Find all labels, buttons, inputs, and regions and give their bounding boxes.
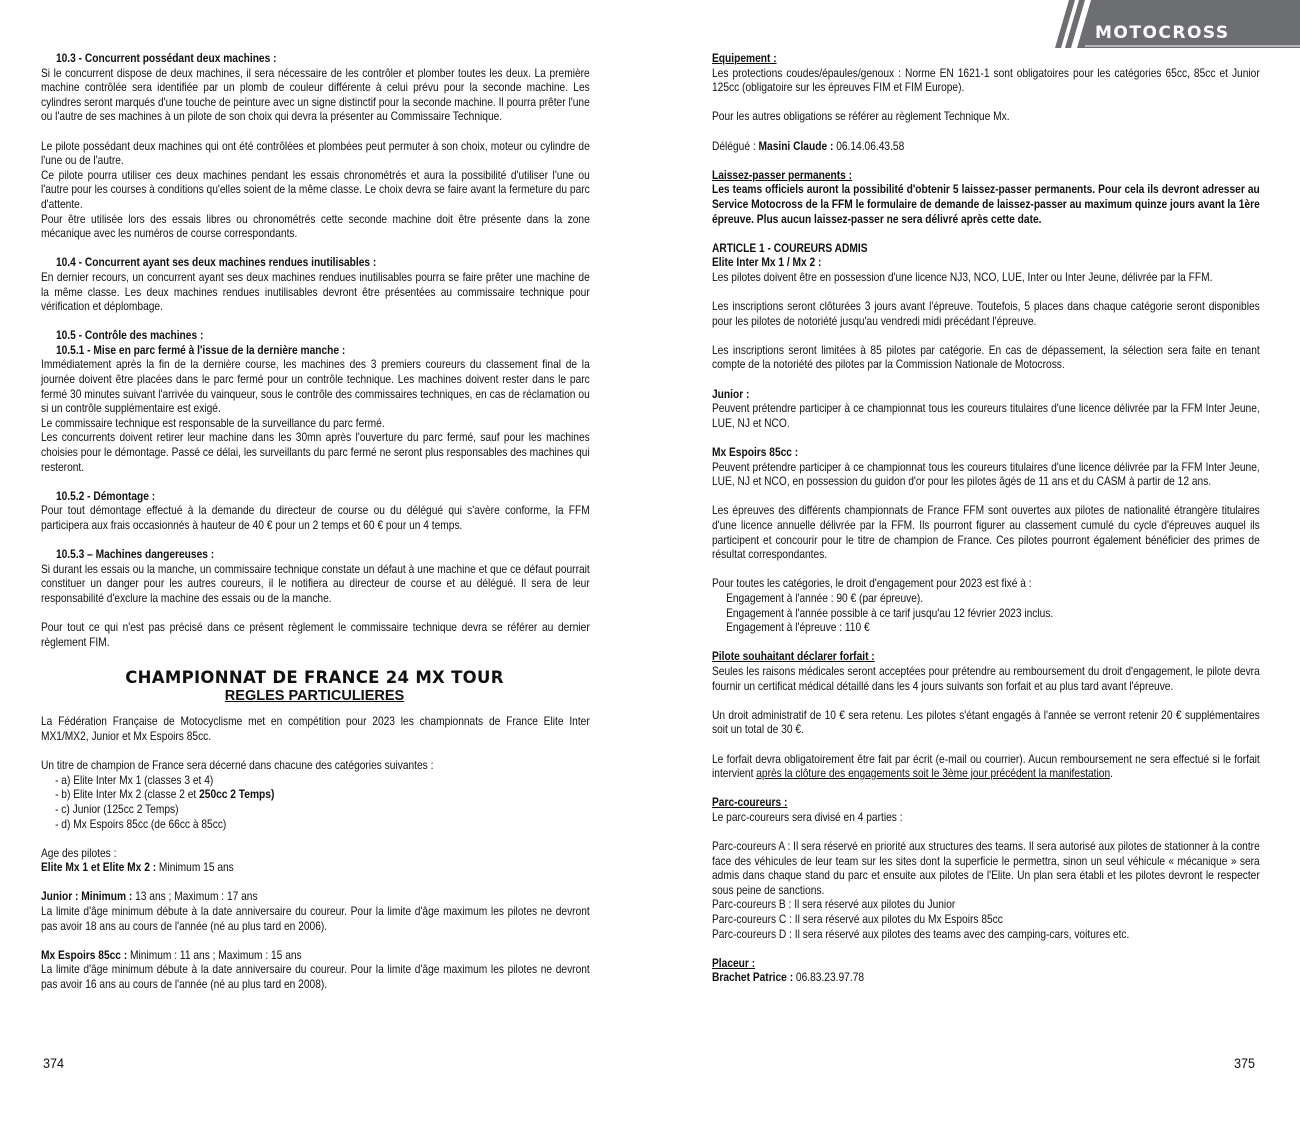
paragraph: La Fédération Française de Motocyclisme met en compétition pour 2023 les championnats de France Elite Inter MX1/MX2, Junior et Mx Espoirs 85cc.	[41, 715, 590, 743]
brand-text: MOTOCROSS	[1095, 23, 1230, 43]
paragraph: Pour tout démontage effectué à la demande du directeur de course ou du délégué qui s'avère conforme, la FFM participera aux frais occasionnés à hauteur de 40 € pour un 2 temps et 60 € pour un 4 temps.	[41, 504, 590, 532]
paragraph: Le forfait devra obligatoirement être fait par écrit (e-mail ou courrier). Aucun remboursement ne sera effectué si le forfait intervient après la clôture des engagements soit le 3ème jour précédent la manifestation.	[712, 752, 1260, 781]
section-title: Parc-coureurs :	[712, 796, 788, 810]
paragraph: Pour toutes les catégories, le droit d'engagement pour 2023 est fixé à :	[712, 577, 1032, 591]
section-title: Elite Inter Mx 1 / Mx 2 :	[712, 256, 822, 270]
paragraph: Brachet Patrice : 06.83.23.97.78	[712, 971, 865, 985]
section-title: Laissez-passer permanents :	[712, 168, 853, 182]
paragraph: Ce pilote pourra utiliser ces deux machines pendant les essais chronométrés et aura la possibilité d'utiliser l'une ou l'autre pour les courses à conditions qu'elles soient de la même classe. Le choix devra se faire avant la fermeture du parc d'attente.	[41, 168, 590, 211]
list-item: - c) Junior (125cc 2 Temps)	[55, 802, 179, 816]
paragraph: Seules les raisons médicales seront acceptées pour prétendre au remboursement du droit d'engagement, le pilote devra fournir un certificat médical détaillé dans les 4 jours suivants son forfait et au plus tard avant l'épreuve.	[712, 664, 1260, 693]
paragraph: Parc-coureurs D : Il sera réservé aux pilotes des teams avec des camping-cars, voitures etc.	[712, 927, 1130, 941]
right-page-text	[712, 52, 1260, 986]
paragraph: Mx Espoirs 85cc : Minimum : 11 ans ; Maximum : 15 ans	[41, 948, 302, 962]
paragraph: Le pilote possédant deux machines qui ont été contrôlées et plombées peut permuter à son choix, moteur ou cylindre de l'une ou de l'autre.	[41, 139, 590, 168]
section-title: Pilote souhaitant déclarer forfait :	[712, 650, 875, 664]
paragraph: Peuvent prétendre participer à ce championnat tous les coureurs titulaires d'une licence délivrée par la FFM Inter Jeune, LUE, NJ et NCO, en possession du guidon d'or pour les pilotes âgés de 11 ans et du CASM à partir de 12 ans.	[712, 460, 1260, 489]
paragraph: Pour les autres obligations se référer au règlement Technique Mx.	[712, 110, 1010, 124]
paragraph: La limite d'âge minimum débute à la date anniversaire du coureur. Pour la limite d'âge maximum les pilotes ne devront pas avoir 18 ans au cours de l'année (né au plus tard en 2006).	[41, 905, 590, 933]
paragraph: Le parc-coureurs sera divisé en 4 parties :	[712, 810, 903, 824]
paragraph: Parc-coureurs A : Il sera réservé en priorité aux structures des teams. Il sera autorisé aux pilotes de stationner à la contre face des véhicules de leur team sur les sites dont la superficie le permettra, sinon un seul véhicule « mécanique » sera admis dans chaque stand du parc et ensuite aux pilotes de l'Elite. Un plan sera établi et les pilotes devront le respecter sous peine de sanctions.	[712, 840, 1260, 897]
section-title: 10.4 - Concurrent ayant ses deux machines rendues inutilisables :	[55, 256, 377, 270]
section-title: Mx Espoirs 85cc :	[712, 446, 799, 460]
paragraph: Si durant les essais ou la manche, un commissaire technique constate un défaut à une machine et que ce défaut pourrait constituer un danger pour les autres coureurs, il le notifiera au directeur de course et au délégué. Il sera de leur responsabilité d'exclure la machine des essais ou de la manche.	[41, 562, 590, 605]
section-title: Equipement :	[712, 52, 777, 65]
list-item: Engagement à l'année : 90 € (par épreuve).	[726, 591, 924, 605]
paragraph: En dernier recours, un concurrent ayant ses deux machines rendues inutilisables pourra se faire prêter une machine de la même classe. Les deux machines rendues inutilisables devront être présentées au commissaire technique pour vérification et déplombage.	[41, 270, 590, 314]
championship-title: CHAMPIONNAT DE FRANCE 24 MX TOUR	[125, 668, 504, 688]
paragraph: Junior : Minimum : 13 ans ; Maximum : 17 ans	[41, 890, 258, 904]
paragraph: La limite d'âge minimum débute à la date anniversaire du coureur. Pour la limite d'âge maximum les pilotes ne devront pas avoir 16 ans au cours de l'année (né au plus tard en 2008).	[41, 963, 590, 992]
paragraph: Les épreuves des différents championnats de France FFM sont ouvertes aux pilotes de nationalité étrangère titulaires d'une licence annuelle délivrée par la FFM. Ils pourront figurer au classement cumulé du cycle d'épreuves auquel ils participent et concourir pour le titre de champion de France. Ces pilotes pourront également bénéficier des primes de résultat correspondantes.	[712, 504, 1260, 562]
list-item: - d) Mx Espoirs 85cc (de 66cc à 85cc)	[55, 817, 227, 831]
paragraph: Peuvent prétendre participer à ce championnat tous les coureurs titulaires d'une licence délivrée par la FFM Inter Jeune, LUE, NJ et NCO.	[712, 402, 1260, 430]
section-title: 10.3 - Concurrent possédant deux machines :	[55, 52, 277, 65]
paragraph: Les teams officiels auront la possibilité d'obtenir 5 laissez-passer permanents. Pour cela ils devront adresser au Service Motocross de la FFM le formulaire de demande de laissez-passer au maximum quinze jours avant la 1ère épreuve. Plus aucun laissez-passer ne sera délivré après cette date.	[712, 183, 1260, 226]
section-title: 10.5.2 - Démontage :	[55, 489, 156, 503]
championship-text	[41, 715, 590, 992]
paragraph: Les inscriptions seront limitées à 85 pilotes par catégorie. En cas de dépassement, la sélection sera faite en tenant compte de la notoriété des pilotes par la Commission Nationale de Motocross.	[712, 343, 1260, 372]
section-title: 10.5.3 – Machines dangereuses :	[55, 548, 215, 562]
section-title: Placeur :	[712, 956, 756, 970]
paragraph: Délégué : Masini Claude : 06.14.06.43.58	[712, 139, 905, 153]
paragraph: Pour tout ce qui n'est pas précisé dans ce présent règlement le commissaire technique devra se référer au dernier règlement FIM.	[41, 621, 590, 649]
paragraph: Pour être utilisée lors des essais libres ou chronométrés cette seconde machine doit être présente dans la zone mécanique avec les numéros de course correspondants.	[41, 212, 590, 241]
championship-subtitle: REGLES PARTICULIERES	[224, 688, 405, 705]
list-item: - b) Elite Inter Mx 2 (classe 2 et 250cc 2 Temps)	[55, 788, 275, 802]
list-item: - a) Elite Inter Mx 1 (classes 3 et 4)	[55, 773, 214, 787]
paragraph: Parc-coureurs B : Il sera réservé aux pilotes du Junior	[712, 898, 956, 912]
page-number-right: 375	[1234, 1055, 1256, 1071]
right-page	[712, 52, 1258, 1144]
paragraph: Si le concurrent dispose de deux machines, il sera nécessaire de les contrôler et plomber toutes les deux. La première machine contrôlée sera identifiée par un plomb de couleur différente à celui prévu pour la seconde machine. Les cylindres seront marqués d'une touche de peinture avec un signe distinctif pour la seconde machine. Il pourra prêter l'une ou l'autre de ses machines à un pilote de son choix qui devra la présenter au Commissaire Technique.	[41, 66, 590, 124]
paragraph: Les pilotes doivent être en possession d'une licence NJ3, NCO, LUE, Inter ou Inter Jeune, délivrée par la FFM.	[712, 270, 1213, 284]
list-item: Engagement à l'année possible à ce tarif jusqu'au 12 février 2023 inclus.	[726, 606, 1054, 620]
paragraph: Les protections coudes/épaules/genoux : Norme EN 1621-1 sont obligatoires pour les catégories 65cc, 85cc et Junior 125cc (obligatoire sur les épreuves FIM et FIM Europe).	[712, 66, 1260, 95]
article-title: ARTICLE 1 - COUREURS ADMIS	[712, 241, 868, 255]
section-title: 10.5 - Contrôle des machines :	[55, 329, 204, 343]
paragraph: Parc-coureurs C : Il sera réservé aux pilotes du Mx Espoirs 85cc	[712, 913, 1003, 927]
paragraph: Les concurrents doivent retirer leur machine dans les 30mn après l'ouverture du parc fermé, sauf pour les machines choisies pour le démontage. Passé ce délai, les surveillants du parc fermé ne seront plus responsables des machines qui resteront.	[41, 431, 590, 474]
left-page	[41, 52, 588, 1144]
paragraph: Le commissaire technique est responsable de la surveillance du parc fermé.	[41, 416, 385, 430]
motocross-banner	[1055, 0, 1300, 48]
left-page-text	[41, 52, 590, 650]
section-title: Junior :	[712, 387, 750, 401]
paragraph: Les inscriptions seront clôturées 3 jours avant l'épreuve. Toutefois, 5 places dans chaque catégorie seront disponibles pour les pilotes de notoriété jusqu'au vendredi midi précédant l'épreuve.	[712, 300, 1260, 328]
page-number-left: 374	[43, 1055, 65, 1071]
paragraph: Un titre de champion de France sera décerné dans chacune des catégories suivantes :	[41, 759, 434, 773]
paragraph: Age des pilotes :	[41, 846, 117, 860]
paragraph: Un droit administratif de 10 € sera retenu. Les pilotes s'étant engagés à l'année se verront retenir 20 € supplémentaires soit un total de 30 €.	[712, 708, 1260, 737]
paragraph: Elite Mx 1 et Elite Mx 2 : Minimum 15 ans	[41, 861, 234, 875]
section-title: 10.5.1 - Mise en parc fermé à l'issue de la dernière manche :	[55, 343, 346, 357]
paragraph: Immédiatement après la fin de la dernière course, les machines des 3 premiers coureurs du classement final de la journée doivent être placées dans le parc fermé pour un contrôle technique. Les machines doivent rester dans le parc fermé 30 minutes suivant l'arrivée du vainqueur, sous le contrôle des commissaires techniques, en cas de réclamation ou si un contrôle supplémentaire est exigé.	[41, 358, 590, 416]
list-item: Engagement à l'épreuve : 110 €	[726, 621, 870, 635]
